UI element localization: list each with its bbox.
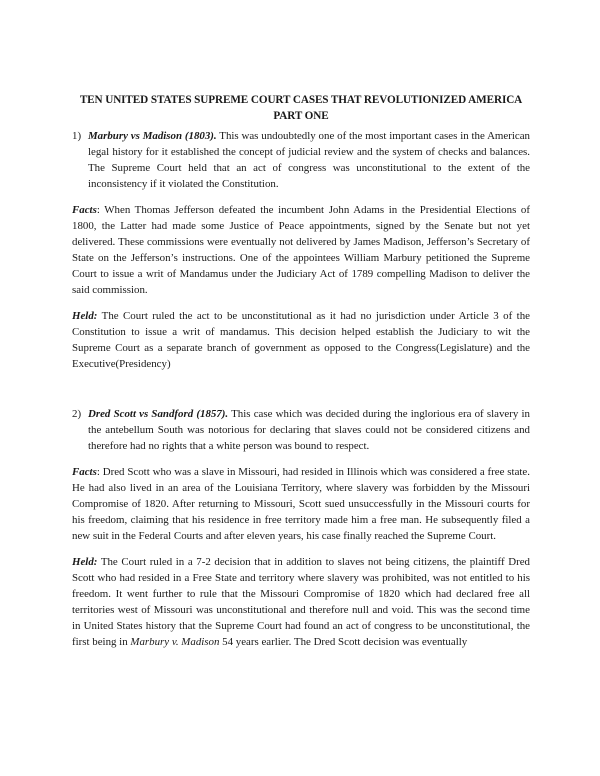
case-1-number: 1) [72, 130, 82, 142]
case-1-held-text: The Court ruled the act to be unconstitutional as it had no jurisdiction under Article 3 of the Constitution to issue a writ of mandamus. This decision helped establish the Judiciary to wit the Supreme Court as a separate branch of government as opposed to the Congress(Legislature) and the Executive(Presidency) [72, 310, 530, 370]
heading-line-2: PART ONE [273, 110, 329, 122]
case-2-held-citation: Marbury v. Madison [130, 636, 220, 648]
case-1-title: Marbury vs Madison (1803). [88, 130, 217, 142]
case-2-title: Dred Scott vs Sandford (1857). [88, 408, 229, 420]
case-1-summary-block [88, 128, 530, 192]
case-1-intro [72, 128, 530, 192]
case-1-facts [72, 202, 530, 298]
case-2-held-text-b: 54 years earlier. The Dred Scott decision was eventually [219, 636, 468, 648]
document-page [72, 92, 530, 650]
case-2-facts [72, 464, 530, 544]
case-2-intro [72, 406, 530, 454]
case-2-held-label: Held: [72, 556, 98, 568]
case-1-facts-text: : When Thomas Jefferson defeated the incumbent John Adams in the Presidential Elections of 1800, the Latter had made some Justice of Peace appointments, signed by the Senate but not yet delivered. These commissions were eventually not delivered by James Madison, Jefferson’s Secretary of State on the Jefferson’s instructions. One of the appointees William Marbury petitioned the Supreme Court to issue a writ of Mandamus under the Judiciary Act of 1789 compelling Madison to deliver the said commission. [72, 204, 530, 296]
case-2-summary: This case which was decided during the inglorious era of slavery in the antebellum South was notorious for declaring that slaves could not be considered citizens and therefore had no rights that a white person was bound to respect. [88, 408, 530, 452]
case-1-held [72, 308, 530, 372]
heading-line-1: TEN UNITED STATES SUPREME COURT CASES THAT REVOLUTIONIZED AMERICA [79, 94, 523, 106]
case-2-held-text-a: The Court ruled in a 7-2 decision that in addition to slaves not being citizens, the plaintiff Dred Scott who had resided in a Free State and territory where slavery was prohibited, was not entitled to his freedom. It went further to rule that the Missouri Compromise of 1820 which had declared free all territories west of Missouri was unconstitutional and therefore null and void. This was the second time in United States history that the Supreme Court had found an act of congress to be unconstitutional, the first being in [72, 556, 530, 648]
case-2-held [72, 554, 530, 650]
case-1-facts-label: Facts [72, 204, 97, 216]
case-2-facts-label: Facts [72, 466, 97, 478]
case-1-held-label: Held: [72, 310, 98, 322]
case-2-summary-block [88, 406, 530, 454]
case-2-facts-text: : Dred Scott who was a slave in Missouri, had resided in Illinois which was considered a free state. He had also lived in an area of the Louisiana Territory, where slavery was forbidden by the Missouri Compromise of 1820. After returning to Missouri, Scott sued unsuccessfully in the Missouri courts for his freedom, claiming that his residence in free territory made him a free man. He subsequently filed a new suit in the Federal Courts and after eleven years, his case finally reached the Supreme Court. [72, 466, 530, 542]
document-heading [72, 92, 530, 124]
case-1-summary: This was undoubtedly one of the most important cases in the American legal history for it established the concept of judicial review and the system of checks and balances. The Supreme Court held that an act of congress was unconstitutional to the extent of the inconsistency if it violated the Constitution. [88, 130, 531, 190]
case-2-number: 2) [72, 408, 82, 420]
